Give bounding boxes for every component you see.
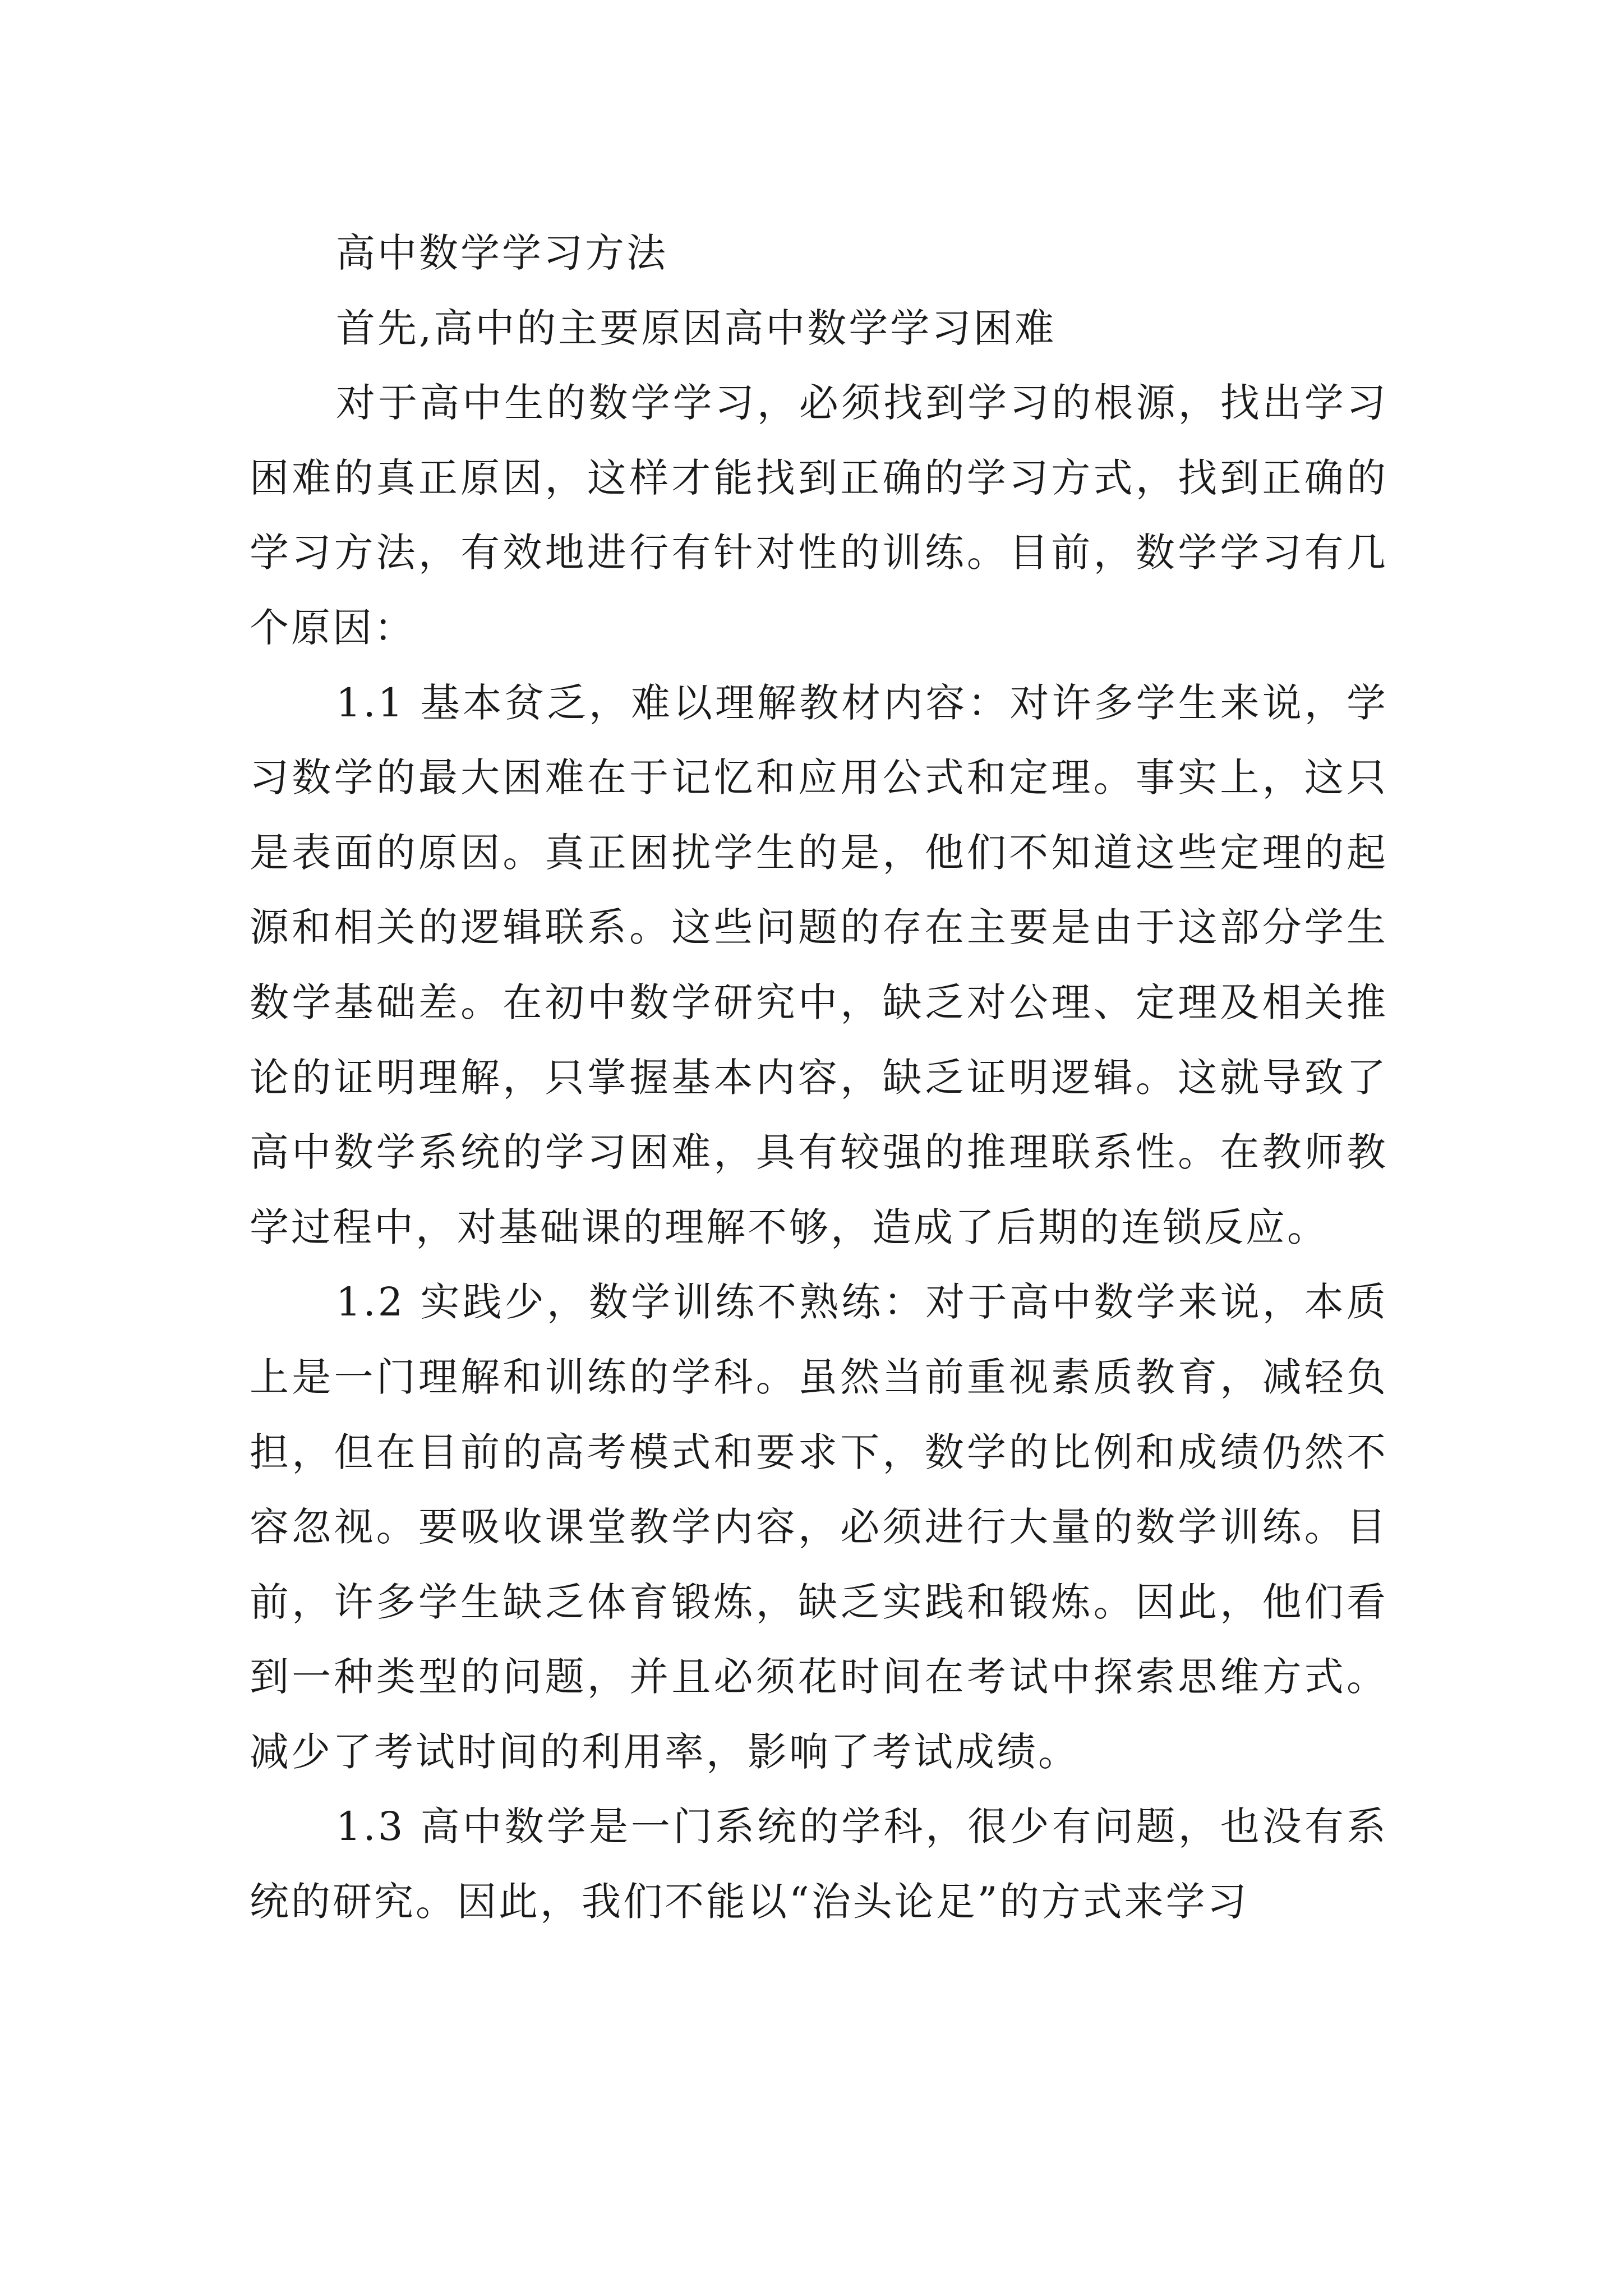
paragraph-1-3: 1.3 高中数学是一门系统的学科，很少有问题，也没有系统的研究。因此，我们不能以“治头论足”的方式来学习 (250, 1803, 1388, 1925)
section-heading: 首先,高中的主要原因高中数学学习困难 (336, 305, 1057, 351)
paragraph-1-2: 1.2 实践少，数学训练不熟练：对于高中数学来说，本质上是一门理解和训练的学科。虽然当前重视素质教育，减轻负担，但在目前的高考模式和要求下，数学的比例和成绩仍然不容忽视。要吸收课堂教学内容，必须进行大量的数学训练。目前，许多学生缺乏体育锻炼，缺乏实践和锻炼。因此，他们看到一种类型的问题，并且必须花时间在考试中探索思维方式。减少了考试时间的利用率，影响了考试成绩。 (250, 1279, 1388, 1775)
document-title: 高中数学学习方法 (336, 230, 668, 276)
paragraph-1-1: 1.1 基本贫乏，难以理解教材内容：对许多学生来说，学习数学的最大困难在于记忆和应用公式和定理。事实上，这只是表面的原因。真正困扰学生的是，他们不知道这些定理的起源和相关的逻辑联系。这些问题的存在主要是由于这部分学生数学基础差。在初中数学研究中，缺乏对公理、定理及相关推论的证明理解，只掌握基本内容，缺乏证明逻辑。这就导致了高中数学系统的学习困难，具有较强的推理联系性。在教师教学过程中，对基础课的理解不够，造成了后期的连锁反应。 (250, 679, 1388, 1250)
document-body (250, 216, 1388, 1940)
paragraph-intro: 对于高中生的数学学习，必须找到学习的根源，找出学习困难的真正原因，这样才能找到正确的学习方式，找到正确的学习方法，有效地进行有针对性的训练。目前，数学学习有几个原因： (250, 380, 1388, 651)
